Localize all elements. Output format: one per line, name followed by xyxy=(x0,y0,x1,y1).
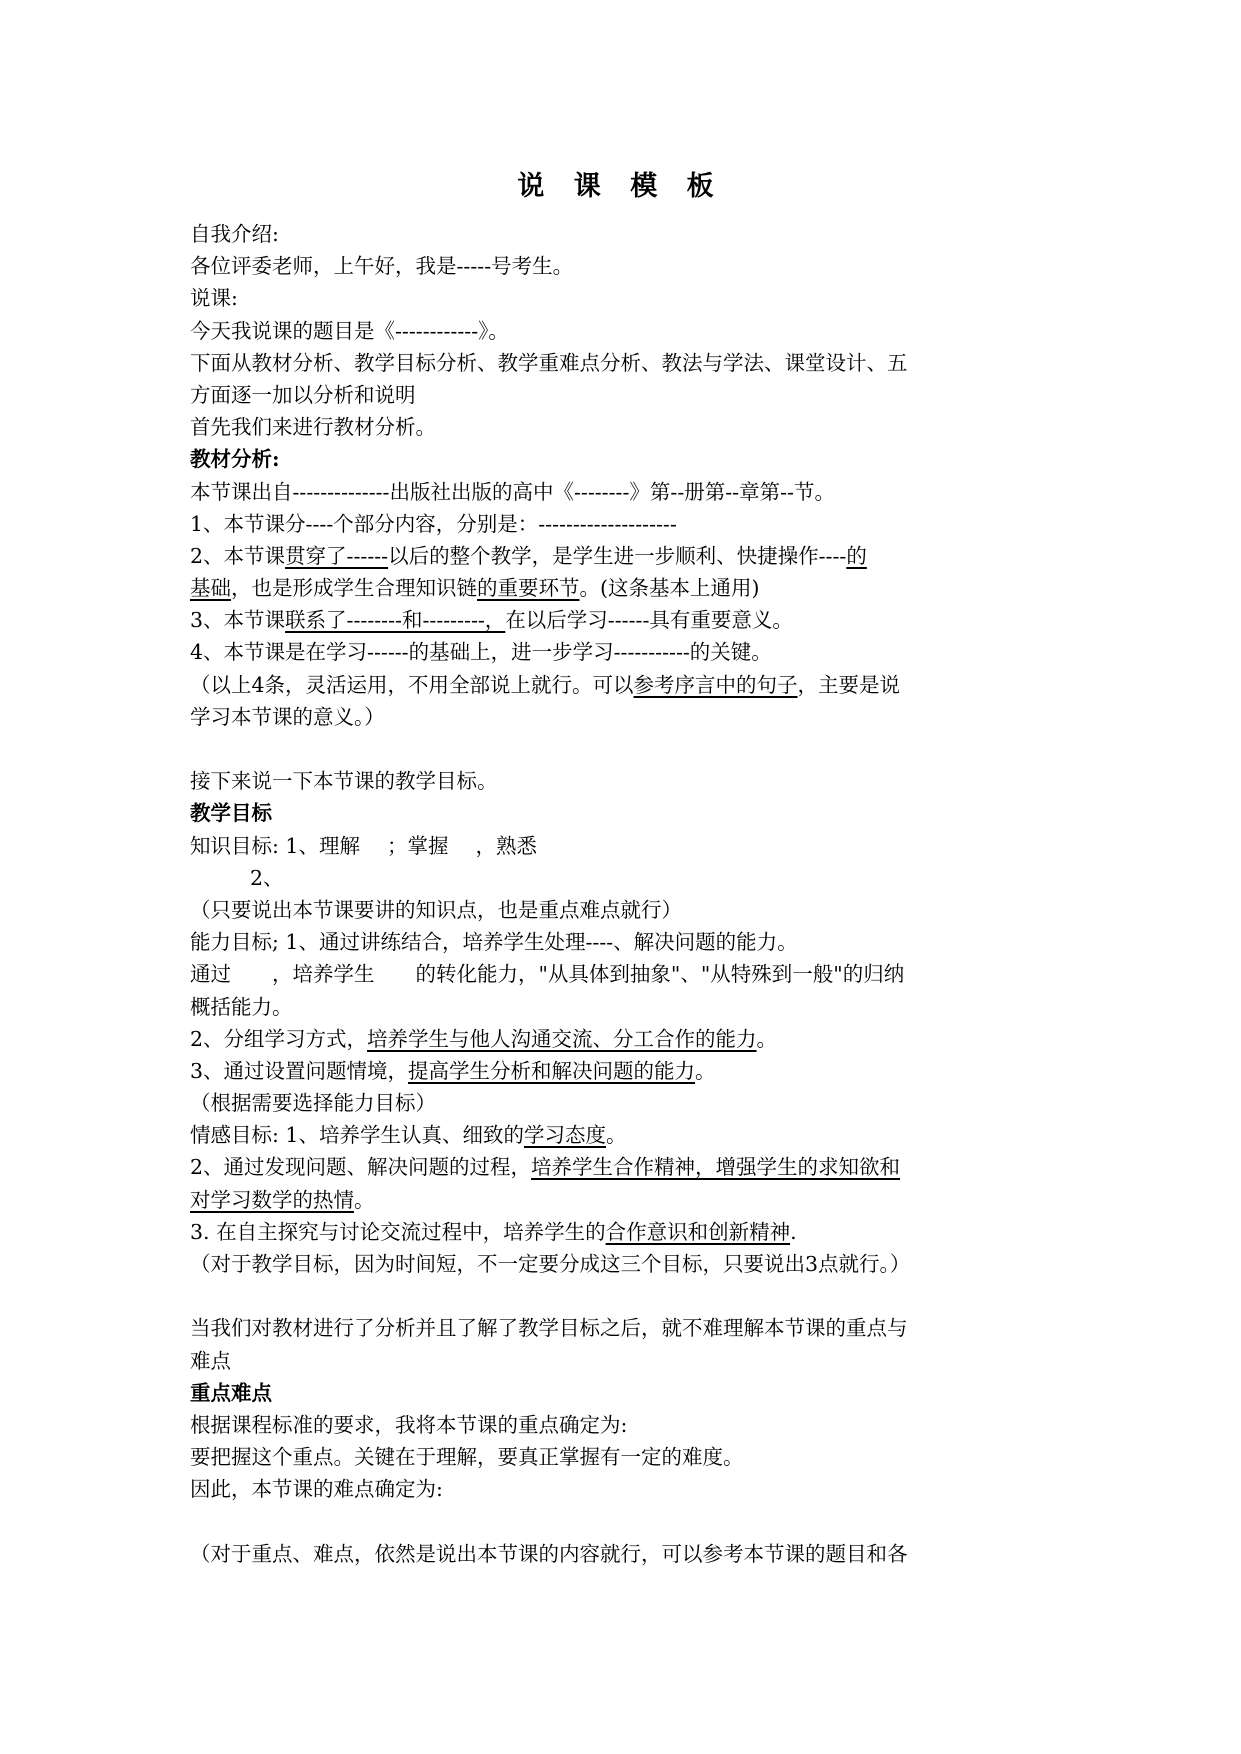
text-run: 以后的整个教学，是学生进一步顺利、快捷操作---- xyxy=(388,543,847,568)
text-run: 在以后学习------具有重要意义。 xyxy=(505,608,793,633)
text-run: 情感目标: 1、培养学生认真、细致的 xyxy=(190,1123,524,1148)
text-line: 因此，本节课的难点确定为: xyxy=(190,1477,443,1502)
underlined-text: 参考序言中的句子 xyxy=(633,672,798,697)
text-line xyxy=(190,1216,1065,1248)
text-line: 学习本节课的意义。） xyxy=(190,704,385,729)
page-title: 说 课 模 板 xyxy=(517,171,724,202)
text-run: 。 xyxy=(354,1187,375,1212)
blank-line xyxy=(190,733,1065,765)
text-line: 能力目标; 1、通过讲练结合，培养学生处理----、解决问题的能力。 xyxy=(190,930,798,955)
underlined-text: 的 xyxy=(846,543,867,568)
text-line: 下面从教材分析、教学目标分析、教学重难点分析、教法与学法、课堂设计、五 xyxy=(190,350,908,375)
text-line: 首先我们来进行教材分析。 xyxy=(190,415,436,440)
text-line: 接下来说一下本节课的教学目标。 xyxy=(190,769,498,794)
text-line: 今天我说课的题目是《------------》。 xyxy=(190,318,509,343)
underlined-text: 提高学生分析和解决问题的能力 xyxy=(408,1058,696,1083)
section-heading-textbook-analysis: 教材分析: xyxy=(190,447,280,472)
text-line: 当我们对教材进行了分析并且了解了教学目标之后，就不难理解本节课的重点与 xyxy=(190,1316,908,1341)
text-line: 1、本节课分----个部分内容，分别是：-------------------- xyxy=(190,511,677,536)
blank-line xyxy=(190,1280,1065,1312)
text-line: 自我介绍: xyxy=(190,222,279,246)
text-line xyxy=(190,1055,1065,1087)
underlined-text: 联系了--------和---------， xyxy=(285,608,506,633)
text-run: 3. 在自主探究与讨论交流过程中，培养学生的 xyxy=(190,1219,606,1244)
text-line: 要把握这个重点。关键在于理解，要真正掌握有一定的难度。 xyxy=(190,1445,744,1470)
text-run: ，也是形成学生合理知识链 xyxy=(231,576,477,601)
text-run: 。 xyxy=(695,1058,716,1083)
document-body xyxy=(190,218,1065,1570)
text-line: 说课: xyxy=(190,286,238,311)
text-line: 各位评委老师，上午好，我是-----号考生。 xyxy=(190,254,574,279)
text-run: 2、本节课 xyxy=(190,543,286,568)
text-line xyxy=(190,1151,1065,1183)
text-line xyxy=(190,1023,1065,1055)
text-run: （以上4条，灵活运用，不用全部说上就行。可以 xyxy=(190,672,634,697)
underlined-text: 学习态度 xyxy=(523,1123,606,1148)
text-run: 2、分组学习方式， xyxy=(190,1026,368,1051)
text-line: 本节课出自--------------出版社出版的高中《--------》第--册第--章第--节。 xyxy=(190,479,835,504)
text-line xyxy=(190,669,1065,701)
text-line: （只要说出本节课要讲的知识点，也是重点难点就行） xyxy=(190,897,682,922)
text-line: （对于重点、难点，依然是说出本节课的内容就行，可以参考本节课的题目和各 xyxy=(190,1541,908,1566)
text-line xyxy=(190,1184,1065,1216)
section-heading-teaching-goals: 教学目标 xyxy=(190,801,272,826)
text-line: 4、本节课是在学习------的基础上，进一步学习-----------的关键。 xyxy=(190,640,772,665)
text-line xyxy=(190,540,1065,572)
underlined-text: 对学习数学的热情 xyxy=(190,1187,354,1212)
text-run: 3、本节课 xyxy=(190,608,286,633)
text-run: . xyxy=(790,1219,797,1244)
text-line xyxy=(190,572,1065,604)
underlined-text: 培养学生合作精神，增强学生的求知欲和 xyxy=(531,1155,901,1180)
text-run: 。(这条基本上通用) xyxy=(579,576,760,601)
underlined-text: 合作意识和创新精神 xyxy=(605,1219,791,1244)
text-line: 方面逐一加以分析和说明 xyxy=(190,382,416,407)
text-line: 概括能力。 xyxy=(190,994,293,1019)
underlined-text: 培养学生与他人沟通交流、分工合作的能力 xyxy=(367,1026,757,1051)
text-line xyxy=(190,604,1065,636)
underlined-text: 贯穿了------ xyxy=(285,543,389,568)
blank-line xyxy=(190,1506,1065,1538)
text-line xyxy=(190,1119,1065,1151)
text-line: 2、 xyxy=(250,865,284,890)
text-line: 通过 ，培养学生 的转化能力，"从具体到抽象"、"从特殊到一般"的归纳 xyxy=(190,962,905,987)
text-line: 根据课程标准的要求，我将本节课的重点确定为: xyxy=(190,1412,628,1437)
text-line: （对于教学目标，因为时间短，不一定要分成这三个目标，只要说出3点就行。） xyxy=(190,1252,911,1276)
text-run: ，主要是说 xyxy=(797,672,901,697)
text-run: 。 xyxy=(605,1123,627,1148)
underlined-text: 基础 xyxy=(190,576,231,601)
text-line: （根据需要选择能力目标） xyxy=(190,1091,436,1116)
section-heading-key-points: 重点难点 xyxy=(190,1380,272,1405)
text-run: 。 xyxy=(756,1026,778,1051)
text-run: 2、通过发现问题、解决问题的过程， xyxy=(190,1155,532,1180)
text-run: 3、通过设置问题情境， xyxy=(190,1058,409,1083)
text-line: 难点 xyxy=(190,1348,231,1373)
text-line: 知识目标: 1、理解 ；掌握 ，熟悉 xyxy=(190,833,537,858)
underlined-text: 的重要环节 xyxy=(477,576,580,601)
